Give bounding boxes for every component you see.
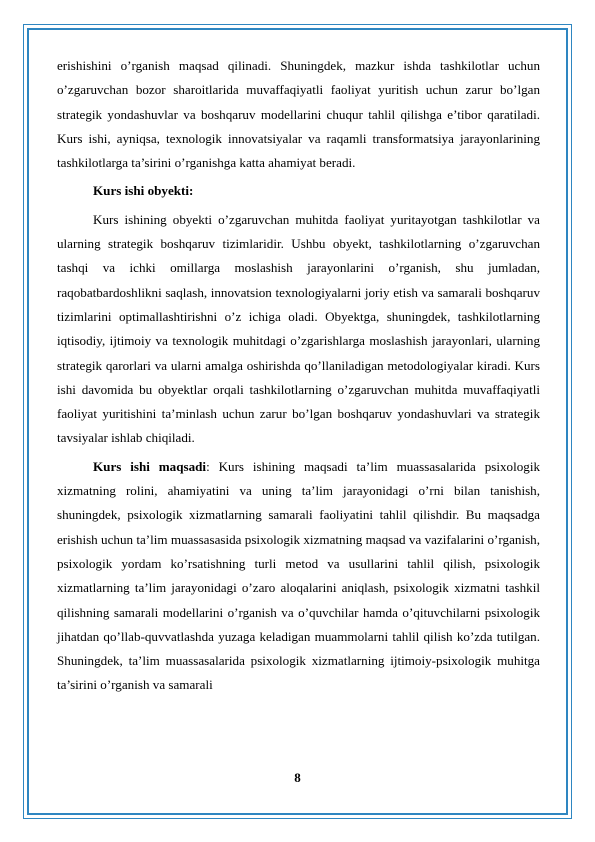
section-heading-object: Kurs ishi obyekti: <box>93 183 194 199</box>
document-body <box>57 54 540 698</box>
goal-label: Kurs ishi maqsadi <box>93 458 207 474</box>
paragraph-goal <box>57 455 540 698</box>
page-number: 8 <box>294 770 301 785</box>
paragraph-object: Kurs ishining obyekti o’zgaruvchan muhitda faoliyat yuritayotgan tashkilotlar va ularning strategik boshqaruv tizimlaridir. Ushbu obyekt, tashkilotlarning o’zgaruvchan tashqi va ichki omillarga moslashish jarayonlarini o’rganish, shu jumladan, raqobatbardoshlikni saqlash, innovatsion texnologiyalarni joriy etish va samarali boshqaruv tizimlarini optimallashtirishni o’z ichiga oladi. Obyektga, shuningdek, tashkilotlarning iqtisodiy, ijtimoiy va texnologik muhitdagi o’zgarishlarga moslashish jarayonlari, ularning strategik qarorlari va ularni amalga oshirishda qo’llaniladigan metodologiyalar kiradi. Kurs ishi davomida bu obyektlar orqali tashkilotlarning o’zgaruvchan muhitda muvaffaqiyatli faoliyat yuritishini ta’minlash uchun zarur bo’lgan boshqaruv yondashuvlari va strategik tavsiyalar ishlab chiqiladi. <box>57 211 540 446</box>
paragraph-intro-continuation: erishishini o’rganish maqsad qilinadi. Shuningdek, mazkur ishda tashkilotlar uchun o’zgaruvchan bozor sharoitlarida muvaffaqiyatli faoliyat yuritish uchun zarur bo’lgan strategik yondashuvlar va boshqaruv modellarini chuqur tahlil qilishga e’tibor qaratiladi. Kurs ishi, ayniqsa, texnologik innovatsiyalar va raqamli transformatsiya jarayonlarining tashkilotlarga ta’sirini o’rganishga katta ahamiyat beradi. <box>57 58 540 171</box>
goal-text: : Kurs ishining maqsadi ta’lim muassasalarida psixologik xizmatning rolini, ahamiyatini va uning ta’lim jarayonidagi o’rni bilan tanishish, shuningdek, psixologik xizmatlarning samarali faoliyatini tahlil qilishdir. Bu maqsadga erishish uchun ta’lim muassasasida psixologik xizmatning maqsad va vazifalarini o’rganish, psixologik yordam ko’rsatishning turli metod va usullarini tahlil qilish, psixologik xizmatlarning ta’lim jarayonidagi o’zaro aloqalarini aniqlash, psixologik xizmatni tashkil qilishning samarali modellarini o’rganish va o’quvchilar hamda o’qituvchilarni psixologik jihatdan qo’llab-quvvatlashda yuzaga keladigan muammolarni tahlil qilish ko’zda tutilgan. Shuningdek, ta’lim muassasalarida psixologik xizmatlarning ijtimoiy-psixologik muhitga ta’sirini o’rganish va samarali <box>57 458 541 693</box>
